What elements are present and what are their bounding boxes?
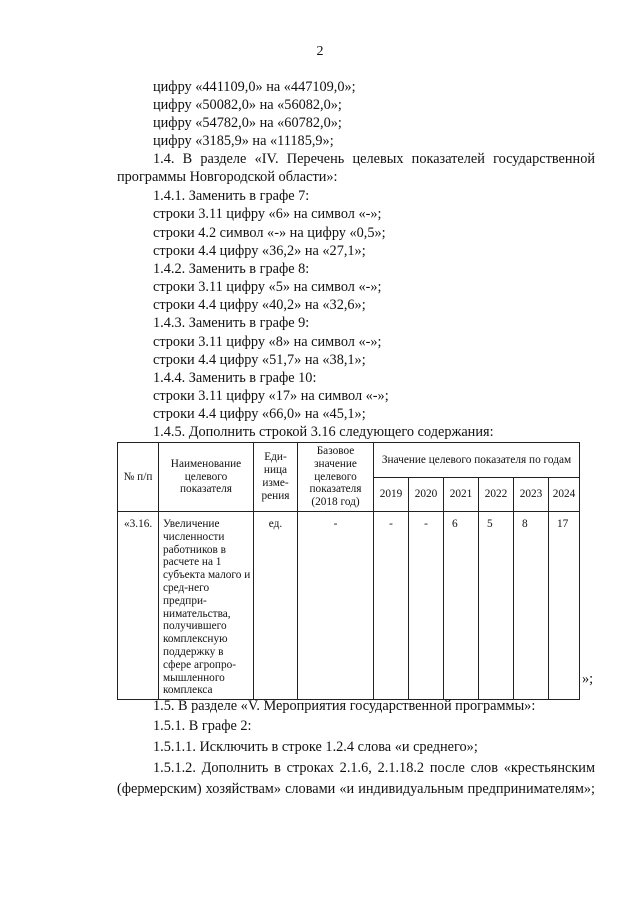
row-value: 5 xyxy=(479,511,514,699)
row-unit: ед. xyxy=(254,511,298,699)
text-line: (фермерским) хозяйствам» словами «и индивидуальным предпринимателям»; xyxy=(117,781,595,797)
text-line: строки 3.11 цифру «6» на символ «-»; xyxy=(153,206,382,222)
text-line: 1.5.1.1. Исключить в строке 1.2.4 слова «и среднего»; xyxy=(153,739,478,755)
header-year: 2020 xyxy=(409,477,444,511)
indicator-table xyxy=(117,442,580,700)
text-line: цифру «3185,9» на «11185,9»; xyxy=(153,133,334,149)
text-line: строки 4.4 цифру «36,2» на «27,1»; xyxy=(153,243,366,259)
row-num: «3.16. xyxy=(118,511,159,699)
row-value: - xyxy=(409,511,444,699)
row-value: 8 xyxy=(514,511,549,699)
table-row xyxy=(118,511,580,699)
header-unit: Еди-ница изме-рения xyxy=(254,443,298,512)
header-base: Базовое значение целевого показателя (2018 год) xyxy=(298,443,374,512)
section-1-5-1-2: 1.5.1.2. Дополнить в строках 2.1.6, 2.1.18.2 после слов «крестьянским xyxy=(153,760,595,776)
text-line: строки 4.4 цифру «51,7» на «38,1»; xyxy=(153,352,366,368)
text-line: 1.5.1. В графе 2: xyxy=(153,718,252,734)
header-year: 2023 xyxy=(514,477,549,511)
text-line: 1.4.2. Заменить в графе 8: xyxy=(153,261,310,277)
text-line: 1.4.5. Дополнить строкой 3.16 следующего содержания: xyxy=(153,424,494,440)
header-year: 2021 xyxy=(444,477,479,511)
text-line: цифру «441109,0» на «447109,0»; xyxy=(153,79,356,95)
text-line: строки 4.4 цифру «40,2» на «32,6»; xyxy=(153,297,366,313)
text-line: строки 3.11 цифру «8» на символ «-»; xyxy=(153,334,382,350)
text-line: цифру «54782,0» на «60782,0»; xyxy=(153,115,342,131)
table-close-quote: »; xyxy=(582,671,594,687)
text-line: программы Новгородской области»: xyxy=(117,169,338,185)
row-value: 6 xyxy=(444,511,479,699)
row-value: 17 xyxy=(549,511,580,699)
row-value: - xyxy=(374,511,409,699)
text-line: цифру «50082,0» на «56082,0»; xyxy=(153,97,342,113)
header-num: № п/п xyxy=(118,443,159,512)
text-line: 1.5. В разделе «V. Мероприятия государственной программы»: xyxy=(153,698,536,714)
text-line: 1.4.4. Заменить в графе 10: xyxy=(153,370,317,386)
header-year: 2024 xyxy=(549,477,580,511)
text-line: строки 4.4 цифру «66,0» на «45,1»; xyxy=(153,406,366,422)
header-name: Наименование целевого показателя xyxy=(159,443,254,512)
header-values-group: Значение целевого показателя по годам xyxy=(374,443,580,478)
text-line: строки 3.11 цифру «17» на символ «-»; xyxy=(153,388,389,404)
section-heading-1-4: 1.4. В разделе «IV. Перечень целевых показателей государственной xyxy=(153,151,595,167)
row-name: Увеличение численности работников в расчете на 1 субъекта малого и сред-него предпри-нимательства, получившего комплексную поддержку в сфере агропро-мышленного комплекса xyxy=(159,511,254,699)
row-base: - xyxy=(298,511,374,699)
text-line: строки 4.2 символ «-» на цифру «0,5»; xyxy=(153,225,386,241)
text-line: строки 3.11 цифру «5» на символ «-»; xyxy=(153,279,382,295)
header-year: 2022 xyxy=(479,477,514,511)
header-year: 2019 xyxy=(374,477,409,511)
page-number: 2 xyxy=(316,44,324,59)
text-line: 1.4.3. Заменить в графе 9: xyxy=(153,315,310,331)
text-line: 1.4.1. Заменить в графе 7: xyxy=(153,188,310,204)
